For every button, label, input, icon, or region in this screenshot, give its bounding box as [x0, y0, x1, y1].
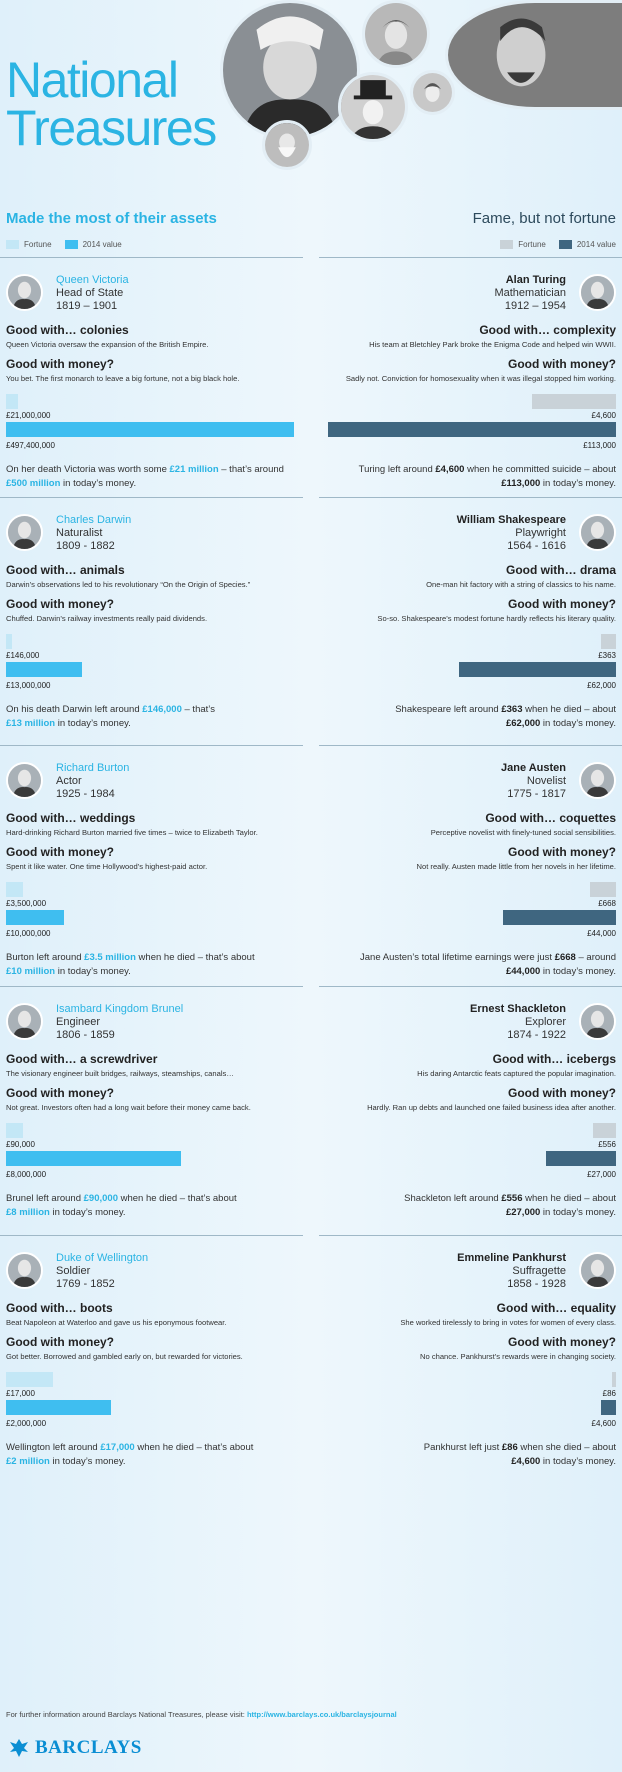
summary-fortune-highlight: £86	[501, 1442, 518, 1453]
person-card	[0, 257, 303, 521]
money-question: Good with money?	[6, 357, 114, 371]
summary-value-highlight: £10 million	[6, 966, 56, 977]
person-name: Charles Darwin	[56, 514, 132, 526]
person-role: Playwright	[515, 527, 566, 539]
person-name: William Shakespeare	[456, 514, 566, 526]
person-info	[457, 514, 566, 553]
logo-text: BARCLAYS	[35, 1737, 142, 1758]
person-card	[0, 497, 303, 761]
title-line-2: Treasures	[6, 100, 216, 156]
summary-part: On his death Darwin left around	[6, 704, 143, 715]
person-role: Mathematician	[494, 287, 566, 299]
fortune-amount: £4,600	[591, 411, 616, 420]
person-info	[56, 514, 131, 553]
summary-text	[6, 1192, 297, 1220]
money-question: Good with money?	[508, 357, 616, 371]
summary-part: when she died – about	[517, 1442, 616, 1453]
value-amount: £2,000,000	[6, 1419, 47, 1428]
money-description: Not really. Austen made little from her novels in her lifetime.	[416, 862, 616, 871]
summary-part: Wellington left around	[6, 1442, 101, 1453]
fortune-amount: £3,500,000	[6, 899, 47, 908]
summary-part: when he committed suicide – about	[464, 464, 616, 475]
legend-right	[500, 240, 616, 249]
fortune-bar	[593, 1123, 616, 1138]
good-with-description: Hard-drinking Richard Burton married five times – twice to Elizabeth Taylor.	[6, 828, 258, 837]
person-years: 1874 - 1922	[507, 1029, 566, 1041]
good-with-description: His team at Bletchley Park broke the Enigma Code and helped win WWII.	[369, 340, 616, 349]
person-name: Isambard Kingdom Brunel	[56, 1003, 184, 1015]
value-bar	[6, 662, 82, 677]
summary-fortune-highlight: £363	[501, 704, 523, 715]
good-with-heading: Good with… icebergs	[492, 1052, 616, 1066]
summary-part: Brunel left around	[6, 1193, 84, 1204]
person-info	[56, 1252, 148, 1291]
summary-part: in today’s money.	[60, 478, 137, 489]
summary-part: in today’s money.	[49, 1207, 126, 1218]
summary-fortune-highlight: £90,000	[83, 1193, 118, 1204]
value-bar	[6, 422, 294, 437]
person-name: Richard Burton	[56, 762, 130, 774]
person-years: 1775 - 1817	[507, 788, 566, 800]
person-years: 1912 – 1954	[504, 300, 566, 312]
value-bar	[503, 910, 616, 925]
good-with-heading: Good with… a screwdriver	[6, 1052, 158, 1066]
title-line-1: National	[6, 52, 178, 108]
summary-part: when he died – that’s about	[135, 952, 255, 963]
summary-fortune-highlight: £668	[554, 952, 576, 963]
good-with-heading: Good with… complexity	[479, 323, 616, 337]
person-card	[319, 1235, 622, 1499]
summary-part: Burton left around	[6, 952, 85, 963]
person-avatar	[579, 762, 616, 799]
person-avatar	[6, 1003, 43, 1040]
summary-value-highlight: £113,000	[501, 478, 541, 489]
good-with-description: Beat Napoleon at Waterloo and gave us his eponymous footwear.	[6, 1318, 227, 1327]
darwin-portrait	[262, 120, 312, 170]
summary-part: – around	[575, 952, 616, 963]
legend-value-label: 2014 value	[576, 240, 616, 249]
value-amount: £497,400,000	[6, 441, 55, 450]
good-with-description: Perceptive novelist with finely-tuned social sensibilities.	[430, 828, 616, 837]
legend-fortune-swatch	[500, 240, 513, 249]
good-with-heading: Good with… equality	[496, 1301, 616, 1315]
person-info	[457, 1252, 566, 1291]
good-with-heading: Good with… colonies	[6, 323, 129, 337]
person-card	[319, 257, 622, 521]
shakespeare-portrait	[445, 0, 622, 110]
fortune-bar	[6, 1372, 53, 1387]
summary-value-highlight: £2 million	[6, 1456, 50, 1467]
summary-value-highlight: £8 million	[6, 1207, 50, 1218]
good-with-description: One-man hit factory with a string of classics to his name.	[426, 580, 616, 589]
money-question: Good with money?	[508, 597, 616, 611]
person-years: 1858 - 1928	[507, 1278, 566, 1290]
value-bar	[328, 422, 616, 437]
fortune-amount: £21,000,000	[6, 411, 51, 420]
summary-fortune-highlight: £3.5 million	[84, 952, 136, 963]
person-info	[470, 1003, 566, 1042]
money-description: Spent it like water. One time Hollywood’s highest-paid actor.	[6, 862, 208, 871]
value-amount: £62,000	[587, 681, 616, 690]
good-with-heading: Good with… boots	[6, 1301, 113, 1315]
person-name: Alan Turing	[505, 274, 566, 286]
good-with-description: Darwin’s observations led to his revolutionary “On the Origin of Species.”	[6, 580, 251, 589]
summary-value-highlight: £27,000	[505, 1207, 541, 1218]
footer	[6, 1710, 397, 1719]
summary-value-highlight: £4,600	[511, 1456, 541, 1467]
footer-text: For further information around Barclays National Treasures, please visit:	[6, 1710, 247, 1719]
money-description: Sadly not. Conviction for homosexuality when it was illegal stopped him working.	[345, 374, 616, 383]
person-card	[0, 745, 303, 1009]
person-years: 1806 - 1859	[56, 1029, 115, 1041]
fortune-bar	[6, 394, 18, 409]
value-amount: £4,600	[591, 1419, 616, 1428]
person-avatar	[579, 274, 616, 311]
fortune-amount: £363	[598, 651, 616, 660]
good-with-description: Queen Victoria oversaw the expansion of the British Empire.	[6, 340, 209, 349]
legend-value-label: 2014 value	[82, 240, 122, 249]
summary-text	[325, 1441, 616, 1469]
summary-text	[6, 1441, 297, 1469]
person-name: Emmeline Pankhurst	[457, 1252, 566, 1264]
value-bar	[6, 910, 64, 925]
left-column-heading: Made the most of their assets	[6, 210, 217, 227]
summary-part: Jane Austen’s total lifetime earnings were just	[360, 952, 555, 963]
person-years: 1819 – 1901	[56, 300, 118, 312]
fortune-bar	[590, 882, 616, 897]
portrait-collage	[220, 0, 622, 205]
person-role: Naturalist	[56, 527, 103, 539]
money-question: Good with money?	[508, 845, 616, 859]
money-description: Chuffed. Darwin’s railway investments really paid dividends.	[6, 614, 208, 623]
legend-value-swatch	[65, 240, 78, 249]
value-amount: £8,000,000	[6, 1170, 47, 1179]
money-question: Good with money?	[6, 1335, 114, 1349]
value-amount: £44,000	[587, 929, 616, 938]
good-with-heading: Good with… animals	[6, 563, 125, 577]
summary-part: Pankhurst left just	[423, 1442, 502, 1453]
person-info	[56, 762, 129, 801]
fortune-bar	[6, 1123, 23, 1138]
barclays-logo	[8, 1737, 142, 1759]
value-bar	[6, 1400, 111, 1415]
fortune-amount: £90,000	[6, 1140, 35, 1149]
good-with-heading: Good with… weddings	[6, 811, 136, 825]
value-bar	[459, 662, 616, 677]
jane-austen-portrait	[362, 0, 430, 68]
summary-part: in today’s money.	[55, 966, 131, 977]
person-role: Explorer	[525, 1016, 566, 1028]
person-avatar	[6, 274, 43, 311]
money-description: So-so. Shakespeare’s modest fortune hardly reflects his literary quality.	[377, 614, 616, 623]
fortune-bar	[532, 394, 616, 409]
summary-fortune-highlight: £556	[501, 1193, 523, 1204]
person-info	[501, 762, 566, 801]
summary-part: when he died – that’s about	[134, 1442, 254, 1453]
person-role: Head of State	[56, 287, 124, 299]
money-description: No chance. Pankhurst’s rewards were in changing society.	[420, 1352, 616, 1361]
value-amount: £113,000	[583, 441, 616, 450]
right-column-heading: Fame, but not fortune	[472, 210, 616, 227]
brunel-portrait	[338, 72, 408, 142]
legend-fortune-label: Fortune	[24, 240, 52, 249]
value-amount: £13,000,000	[6, 681, 51, 690]
summary-text	[325, 463, 616, 491]
summary-value-highlight: £44,000	[505, 966, 541, 977]
summary-text	[6, 463, 297, 491]
money-question: Good with money?	[6, 845, 114, 859]
summary-text	[325, 703, 616, 731]
good-with-description: The visionary engineer built bridges, railways, steamships, canals…	[6, 1069, 234, 1078]
money-question: Good with money?	[6, 597, 114, 611]
person-avatar	[6, 1252, 43, 1289]
good-with-heading: Good with… drama	[505, 563, 616, 577]
value-bar	[601, 1400, 616, 1415]
money-question: Good with money?	[508, 1335, 616, 1349]
summary-value-highlight: £62,000	[505, 718, 541, 729]
summary-value-highlight: £13 million	[6, 718, 56, 729]
person-role: Actor	[56, 775, 82, 787]
fortune-amount: £556	[598, 1140, 616, 1149]
summary-part: Turing left around	[358, 464, 436, 475]
summary-part: in today’s money.	[49, 1456, 126, 1467]
summary-part: On her death Victoria was worth some	[6, 464, 170, 475]
person-role: Engineer	[56, 1016, 101, 1028]
person-card	[319, 497, 622, 761]
person-role: Novelist	[526, 775, 566, 787]
eagle-icon	[8, 1737, 30, 1759]
person-name: Duke of Wellington	[56, 1252, 149, 1264]
summary-part: – that’s	[181, 704, 215, 715]
fortune-amount: £86	[602, 1389, 616, 1398]
footer-link[interactable]: http://www.barclays.co.uk/barclaysjournal	[246, 1710, 397, 1719]
person-card	[0, 986, 303, 1250]
person-card	[0, 1235, 303, 1499]
money-description: You bet. The first monarch to leave a big fortune, not a big black hole.	[6, 374, 240, 383]
fortune-bar	[612, 1372, 616, 1387]
summary-part: in today’s money.	[55, 718, 131, 729]
value-amount: £10,000,000	[6, 929, 51, 938]
summary-text	[325, 1192, 616, 1220]
person-info	[56, 1003, 183, 1042]
summary-part: Shackleton left around	[404, 1193, 502, 1204]
fortune-bar	[6, 634, 12, 649]
fortune-amount: £17,000	[6, 1389, 35, 1398]
person-info	[56, 274, 129, 313]
value-bar	[546, 1151, 616, 1166]
person-years: 1809 - 1882	[56, 540, 115, 552]
person-role: Soldier	[56, 1265, 91, 1277]
value-bar	[6, 1151, 181, 1166]
summary-fortune-highlight: £4,600	[435, 464, 465, 475]
person-years: 1769 - 1852	[56, 1278, 115, 1290]
good-with-description: His daring Antarctic feats captured the popular imagination.	[417, 1069, 616, 1078]
person-avatar	[579, 514, 616, 551]
summary-text	[6, 951, 297, 979]
summary-fortune-highlight: £17,000	[100, 1442, 135, 1453]
summary-fortune-highlight: £21 million	[169, 464, 219, 475]
person-card	[319, 986, 622, 1250]
fortune-bar	[601, 634, 616, 649]
person-avatar	[6, 762, 43, 799]
good-with-heading: Good with… coquettes	[485, 811, 616, 825]
money-description: Hardly. Ran up debts and launched one failed business idea after another.	[367, 1103, 616, 1112]
summary-value-highlight: £500 million	[6, 478, 61, 489]
good-with-description: She worked tirelessly to bring in votes for women of every class.	[400, 1318, 616, 1327]
money-question: Good with money?	[6, 1086, 114, 1100]
legend-value-swatch	[559, 240, 572, 249]
legend-fortune-swatch	[6, 240, 19, 249]
queen-victoria-portrait	[220, 0, 360, 140]
money-description: Got better. Borrowed and gambled early on, but rewarded for victories.	[6, 1352, 243, 1361]
fortune-bar	[6, 882, 23, 897]
person-name: Jane Austen	[500, 762, 566, 774]
money-description: Not great. Investors often had a long wait before their money came back.	[6, 1103, 251, 1112]
summary-part: when he died – about	[522, 704, 616, 715]
legend-left	[6, 240, 122, 249]
fortune-amount: £146,000	[6, 651, 40, 660]
person-years: 1564 - 1616	[507, 540, 566, 552]
person-avatar	[579, 1003, 616, 1040]
summary-text	[325, 951, 616, 979]
summary-text	[6, 703, 297, 731]
summary-part: in today’s money.	[540, 718, 616, 729]
summary-part: in today’s money.	[540, 966, 616, 977]
summary-part: in today’s money.	[540, 1207, 616, 1218]
person-role: Suffragette	[512, 1265, 566, 1277]
summary-fortune-highlight: £146,000	[142, 704, 182, 715]
fortune-amount: £668	[598, 899, 616, 908]
person-years: 1925 - 1984	[56, 788, 115, 800]
summary-part: Shakespeare left around	[395, 704, 502, 715]
person-avatar	[6, 514, 43, 551]
summary-part: in today’s money.	[540, 1456, 616, 1467]
legend-fortune-label: Fortune	[518, 240, 546, 249]
person-name: Ernest Shackleton	[470, 1003, 566, 1015]
summary-part: in today’s money.	[540, 478, 616, 489]
pankhurst-portrait	[410, 70, 455, 115]
summary-part: when he died – about	[522, 1193, 616, 1204]
money-question: Good with money?	[508, 1086, 616, 1100]
person-info	[494, 274, 566, 313]
person-avatar	[579, 1252, 616, 1289]
person-card	[319, 745, 622, 1009]
summary-part: when he died – that’s about	[117, 1193, 237, 1204]
summary-part: – that’s around	[218, 464, 284, 475]
value-amount: £27,000	[587, 1170, 616, 1179]
person-name: Queen Victoria	[56, 274, 129, 286]
